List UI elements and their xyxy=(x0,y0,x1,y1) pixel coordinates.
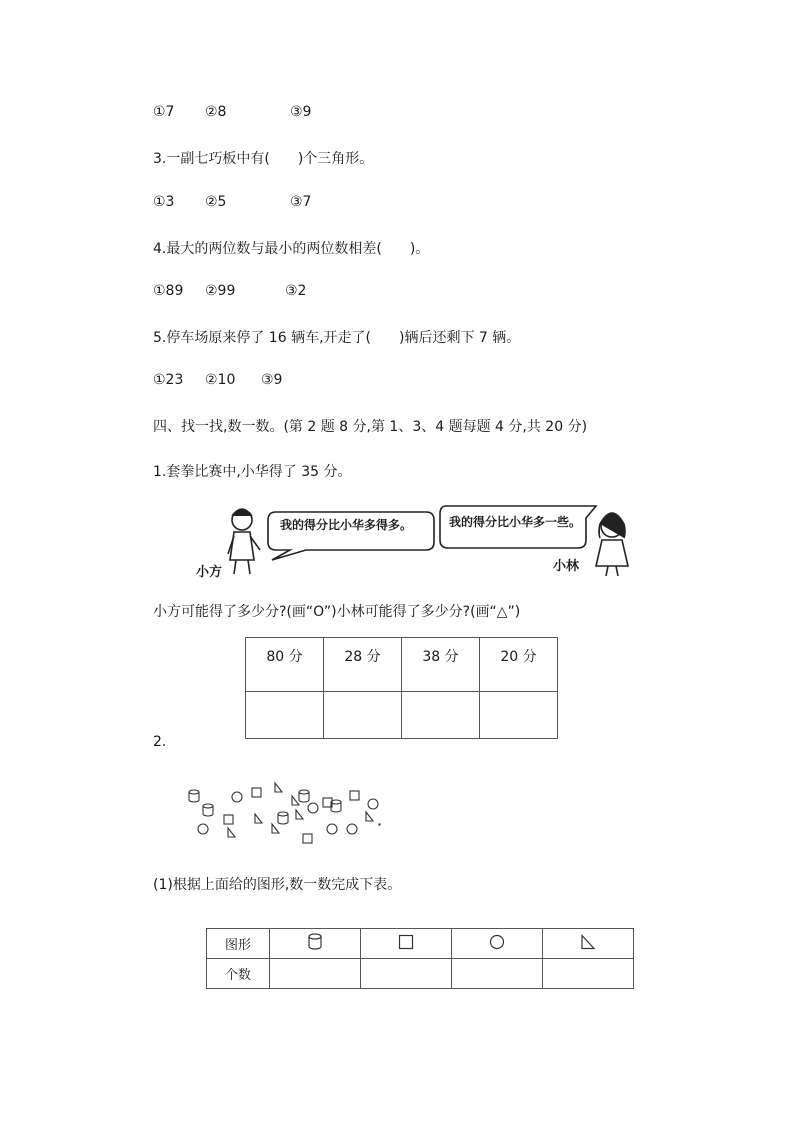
count-cell[interactable] xyxy=(270,959,361,989)
answer-cell[interactable] xyxy=(324,692,402,739)
square-icon xyxy=(252,788,261,797)
circle-icon xyxy=(198,824,208,834)
score-option-20: 20 分 xyxy=(480,638,558,692)
q5-option-1: ①23 xyxy=(153,372,184,388)
circle-icon xyxy=(327,824,337,834)
question-4: 4.最大的两位数与最小的两位数相差( )。 xyxy=(153,241,430,257)
triangle-icon xyxy=(275,783,282,792)
boy-figure-icon xyxy=(228,509,260,574)
score-table xyxy=(245,637,558,739)
name-left: 小方 xyxy=(196,565,223,580)
score-option-28: 28 分 xyxy=(324,638,402,692)
triangle-icon xyxy=(580,934,596,950)
row-label-count: 个数 xyxy=(207,959,270,989)
section-4-question-1-prompt: 小方可能得了多少分?(画“O”)小林可能得了多少分?(画“△”) xyxy=(153,604,521,620)
count-cell[interactable] xyxy=(361,959,452,989)
triangle-icon xyxy=(228,828,235,837)
cylinder-icon xyxy=(203,804,213,816)
cylinder-icon xyxy=(299,790,309,802)
q3-option-3: ③7 xyxy=(290,194,312,210)
girl-figure-icon xyxy=(596,513,628,576)
q4-option-2: ②99 xyxy=(205,283,236,299)
square-icon xyxy=(398,934,414,950)
count-cell[interactable] xyxy=(543,959,634,989)
question-3: 3.一副七巧板中有( )个三角形。 xyxy=(153,151,374,167)
shapes-figure xyxy=(180,772,400,852)
triangle-icon xyxy=(255,814,262,823)
right-bubble-text: 我的得分比小华多一些。 xyxy=(449,515,582,529)
triangle-icon xyxy=(272,824,279,833)
q4-option-1: ①89 xyxy=(153,283,184,299)
triangle-icon xyxy=(296,810,303,819)
circle-icon xyxy=(232,792,242,802)
section-4-question-2-sub-1: (1)根据上面给的图形,数一数完成下表。 xyxy=(153,877,402,893)
score-option-38: 38 分 xyxy=(402,638,480,692)
section-4-title: 四、找一找,数一数。(第 2 题 8 分,第 1、3、4 题每题 4 分,共 20 分) xyxy=(153,419,588,435)
q2-option-2: ②8 xyxy=(205,104,227,120)
cylinder-icon xyxy=(189,790,199,802)
square-icon xyxy=(224,815,233,824)
q2-option-3: ③9 xyxy=(290,104,312,120)
circle-icon xyxy=(347,824,357,834)
q2-option-1: ①7 xyxy=(153,104,175,120)
left-bubble-text: 我的得分比小华多得多。 xyxy=(280,518,413,532)
circle-icon xyxy=(308,803,318,813)
triangle-icon xyxy=(292,796,299,805)
q3-option-1: ①3 xyxy=(153,194,175,210)
answer-cell[interactable] xyxy=(402,692,480,739)
question-5: 5.停车场原来停了 16 辆车,开走了( )辆后还剩下 7 辆。 xyxy=(153,330,521,346)
circle-icon xyxy=(368,799,378,809)
answer-cell[interactable] xyxy=(246,692,324,739)
triangle-icon xyxy=(366,812,373,821)
q4-option-3: ③2 xyxy=(285,283,307,299)
row-label-shape: 图形 xyxy=(207,929,270,959)
section-4-question-1: 1.套拳比赛中,小华得了 35 分。 xyxy=(153,464,352,480)
count-cell[interactable] xyxy=(452,959,543,989)
q5-option-2: ②10 xyxy=(205,372,236,388)
square-icon xyxy=(350,791,359,800)
score-option-80: 80 分 xyxy=(246,638,324,692)
cylinder-icon xyxy=(307,933,323,951)
answer-cell[interactable] xyxy=(480,692,558,739)
section-4-question-2: 2. xyxy=(153,734,167,750)
name-right: 小林 xyxy=(553,559,580,574)
speech-illustration xyxy=(218,498,646,578)
circle-icon xyxy=(489,934,505,950)
cylinder-icon xyxy=(278,812,288,824)
count-table xyxy=(206,928,634,989)
q3-option-2: ②5 xyxy=(205,194,227,210)
q5-option-3: ③9 xyxy=(261,372,283,388)
square-icon xyxy=(303,834,312,843)
